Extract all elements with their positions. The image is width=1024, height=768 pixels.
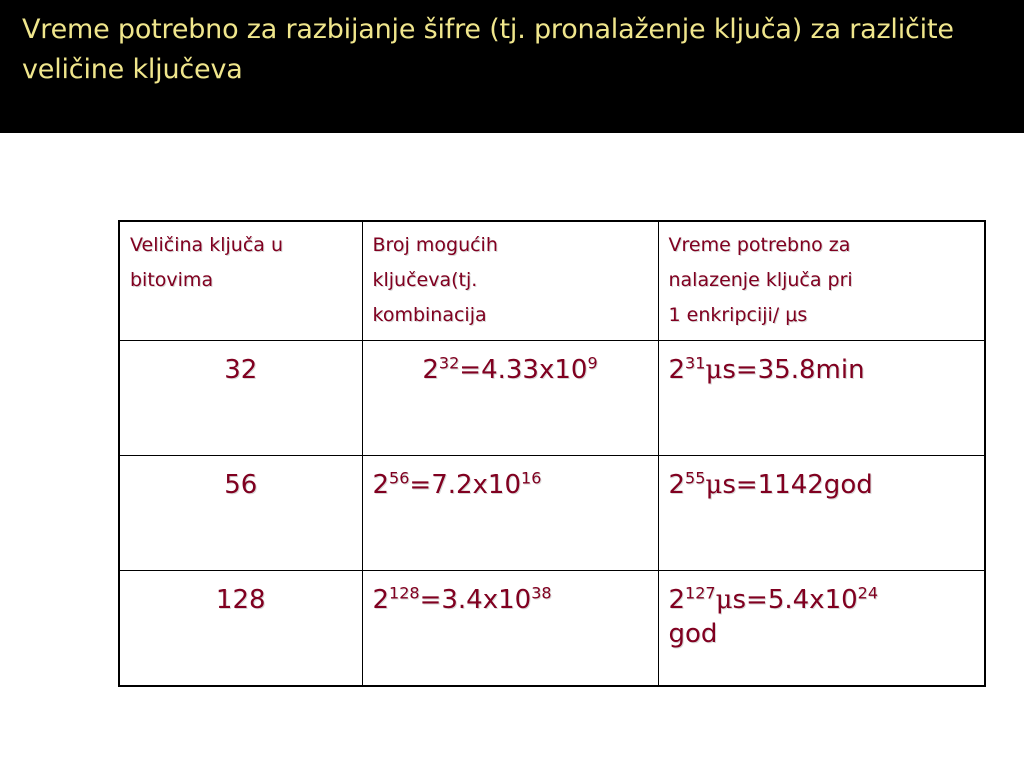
header-key-size: Veličina ključa u bitovima [119,221,362,341]
key-size-table [118,220,986,687]
table-row [119,456,985,571]
header-time: Vreme potrebno za nalazenje ključa pri 1 enkripciji/ μs [658,221,985,341]
cell-combinations: $2^{32}=4.33x10^9$ [362,341,658,456]
cell-time: $2^{55}\mu s=1142god$ [658,456,985,571]
table-header-row [119,221,985,341]
slide-title: Vreme potrebno za razbijanje šifre (tj. pronalaženje ključa) za različite veličine ključeva [22,14,954,85]
header-combinations: Broj mogućih ključeva(tj. kombinacija [362,221,658,341]
cell-bits: 56 [119,456,362,571]
table-row [119,571,985,687]
cell-combinations: $2^{128}=3.4x10^{38}$ [362,571,658,687]
cell-time: $2^{127}\mu s=5.4x10^{24}$ god [658,571,985,687]
cell-time: $2^{31}\mu s=35.8\min$ [658,341,985,456]
title-bar [0,0,1024,133]
cell-combinations: $2^{56}=7.2x10^{16}$ [362,456,658,571]
cell-bits: 128 [119,571,362,687]
table-row [119,341,985,456]
cell-bits: 32 [119,341,362,456]
